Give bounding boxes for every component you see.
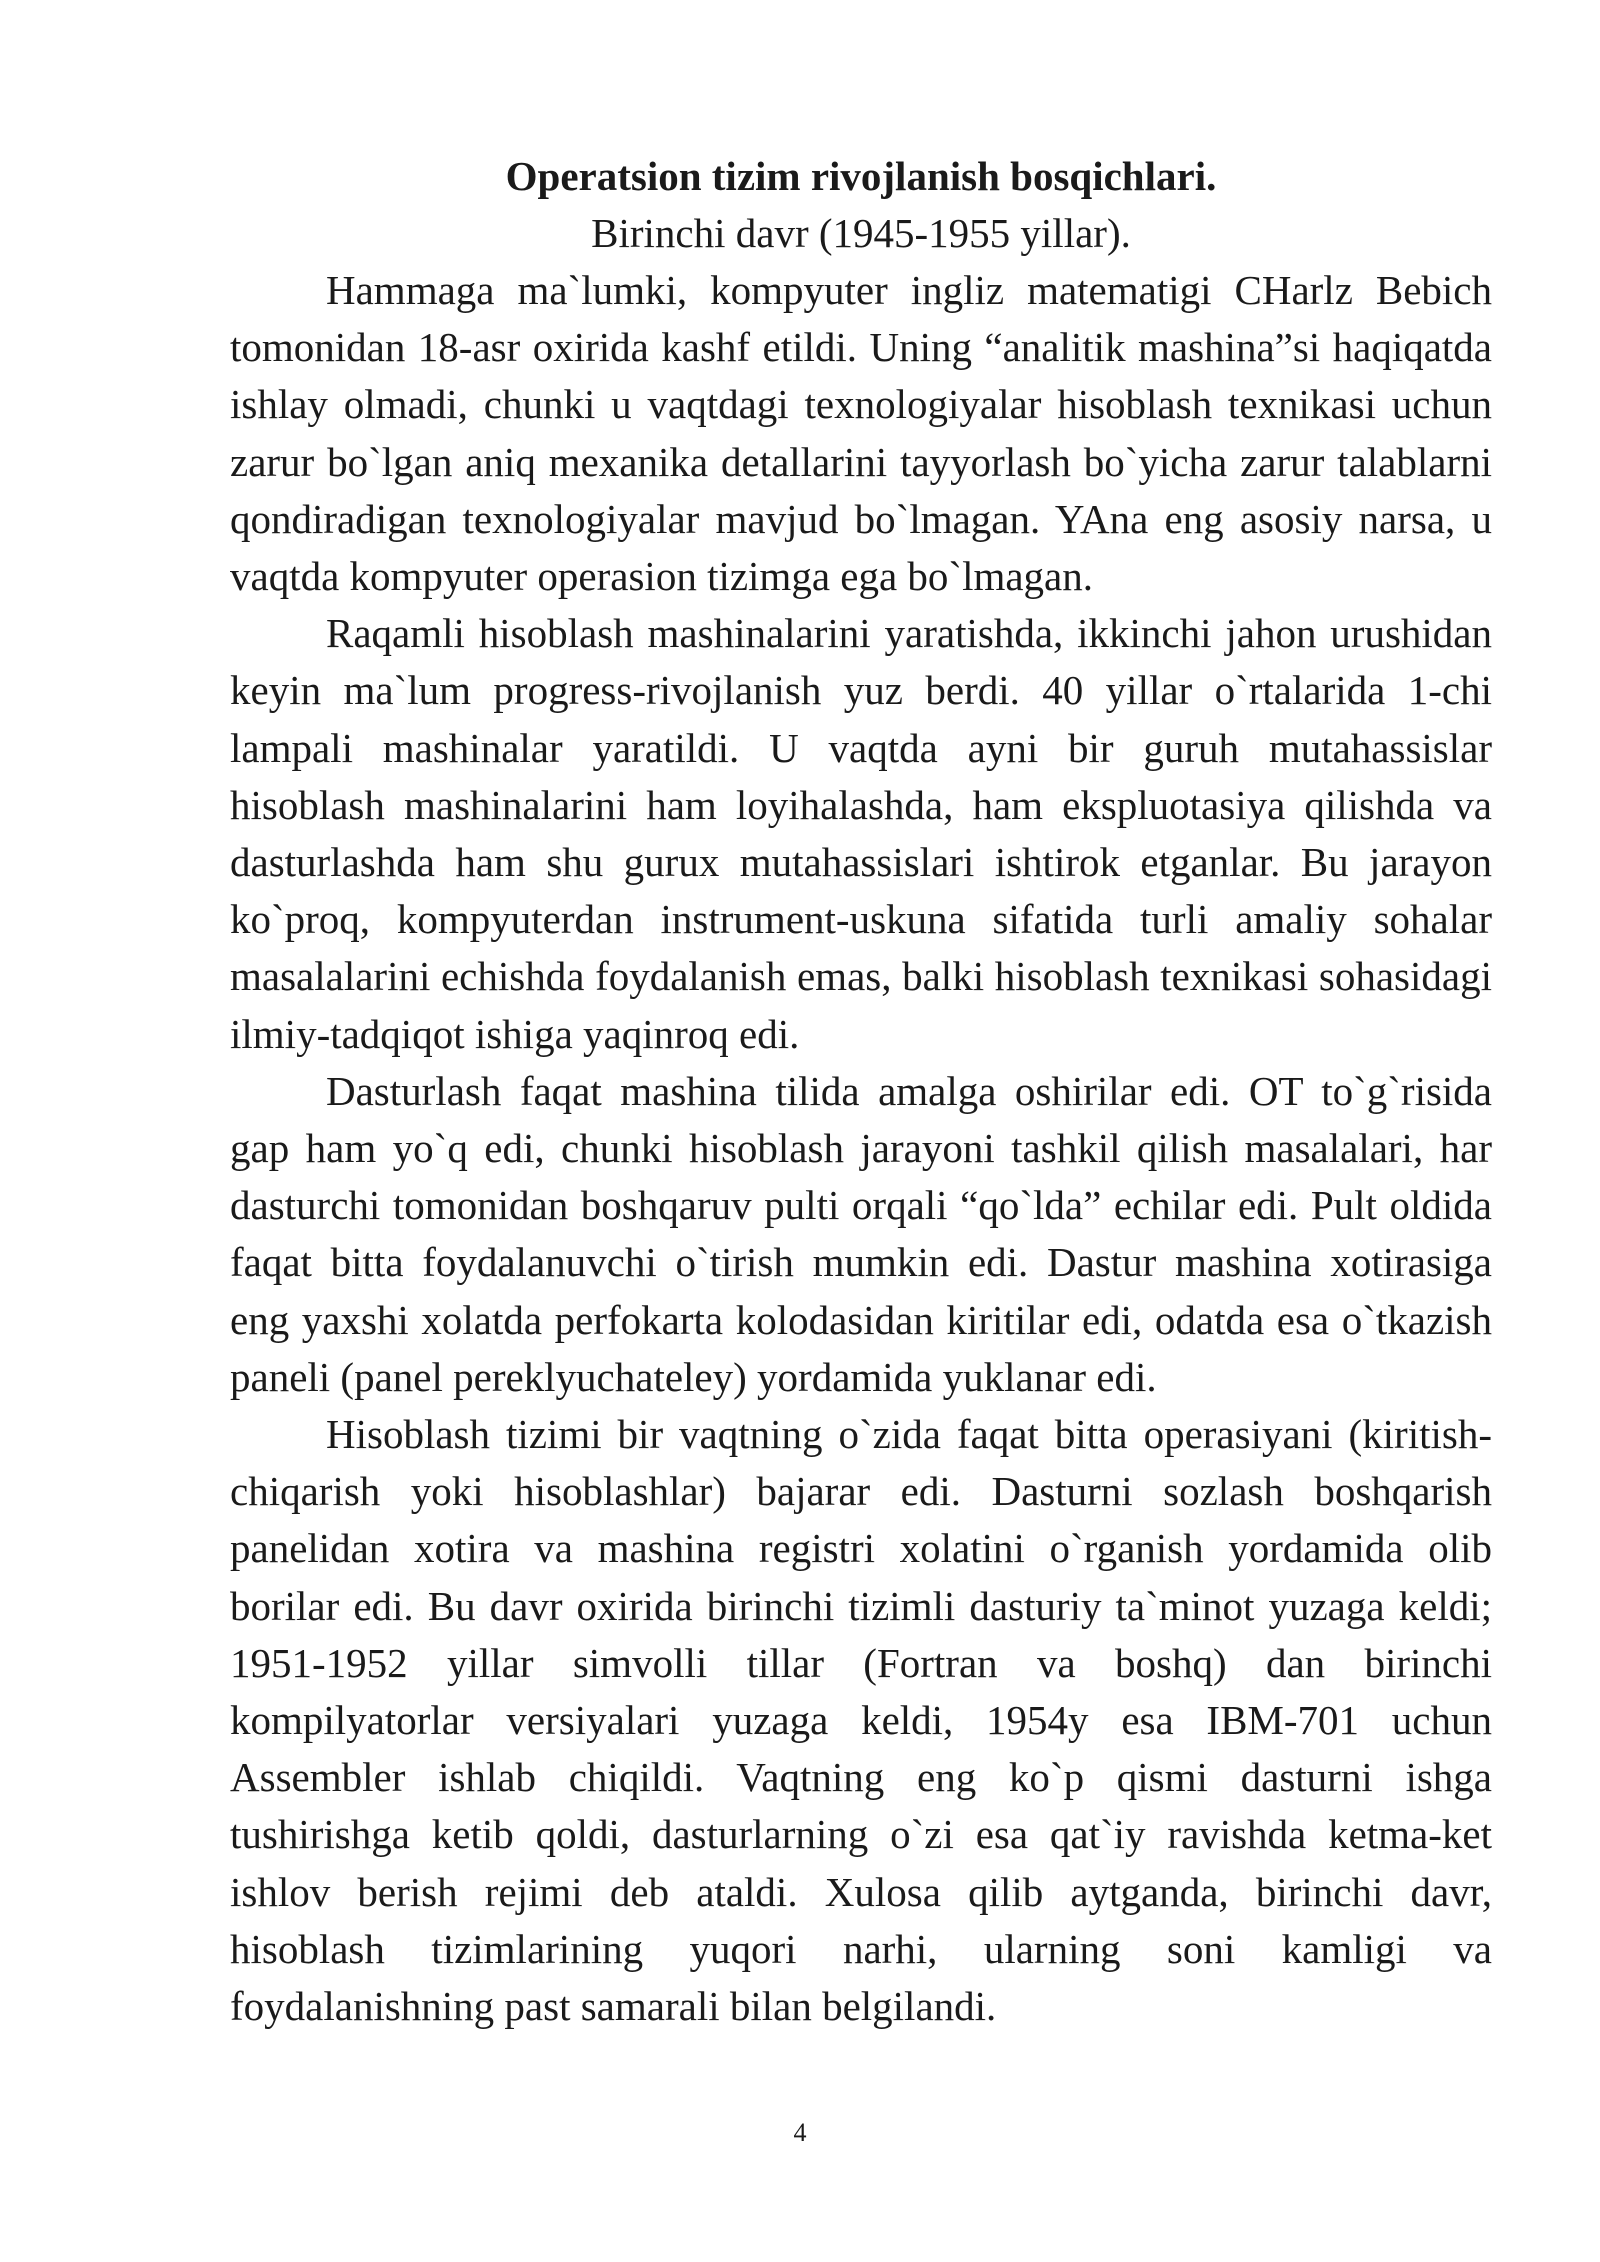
document-title: Operatsion tizim rivojlanish bosqichlari. <box>505 153 1217 199</box>
document-page <box>230 148 1492 2035</box>
paragraph-4: Hisoblash tizimi bir vaqtning o`zida faqat bitta operasiyani (kiritish-chiqarish yoki hisoblashlar) bajarar edi. Dasturni sozlash boshqarish panelidan xotira va mashina registri xolatini o`rganish yordamida olib borilar edi. Bu davr oxirida birinchi tizimli dasturiy ta`minot yuzaga keldi; 1951-1952 yillar simvolli tillar (Fortran va boshq) dan birinchi kompilyatorlar versiyalari yuzaga keldi, 1954y esa IBM-701 uchun Assembler ishlab chiqildi. Vaqtning eng ko`p qismi dasturni ishga tushirishga ketib qoldi, dasturlarning o`zi esa qat`iy ravishda ketma-ket ishlov berish rejimi deb ataldi. Xulosa qilib aytganda, birinchi davr, hisoblash tizimlarining yuqori narhi, ularning soni kamligi va foydalanishning past samarali bilan belgilandi. <box>230 1411 1492 2030</box>
paragraph-2: Raqamli hisoblash mashinalarini yaratishda, ikkinchi jahon urushidan keyin ma`lum progress-rivojlanish yuz berdi. 40 yillar o`rtalarida 1-chi lampali mashinalar yaratildi. U vaqtda ayni bir guruh mutahassislar hisoblash mashinalarini ham loyihalashda, ham ekspluotasiya qilishda va dasturlashda ham shu gurux mutahassislari ishtirok etganlar. Bu jarayon ko`proq, kompyuterdan instrument-uskuna sifatida turli amaliy sohalar masalalarini echishda foydalanish emas, balki hisoblash texnikasi sohasidagi ilmiy-tadqiqot ishiga yaqinroq edi. <box>230 610 1492 1057</box>
paragraph-1: Hammaga ma`lumki, kompyuter ingliz matematigi CHarlz Bebich tomonidan 18-asr oxirida kashf etildi. Uning “analitik mashina”si haqiqatda ishlay olmadi, chunki u vaqtdagi texnologiyalar hisoblash texnikasi uchun zarur bo`lgan aniq mexanika detallarini tayyorlash bo`yicha zarur talablarni qondiradigan texnologiyalar mavjud bo`lmagan. YAna eng asosiy narsa, u vaqtda kompyuter operasion tizimga ega bo`lmagan. <box>230 267 1492 600</box>
paragraph-3: Dasturlash faqat mashina tilida amalga oshirilar edi. OT to`g`risida gap ham yo`q edi, chunki hisoblash jarayoni tashkil qilish masalalari, har dasturchi tomonidan boshqaruv pulti orqali “qo`lda” echilar edi. Pult oldida faqat bitta foydalanuvchi o`tirish mumkin edi. Dastur mashina xotirasiga eng yaxshi xolatda perfokarta kolodasidan kiritilar edi, odatda esa o`tkazish paneli (panel pereklyuchateley) yordamida yuklanar edi. <box>230 1067 1492 1400</box>
section-subtitle: Birinchi davr (1945-1955 yillar). <box>591 210 1131 256</box>
page-number: 4 <box>793 2118 807 2147</box>
